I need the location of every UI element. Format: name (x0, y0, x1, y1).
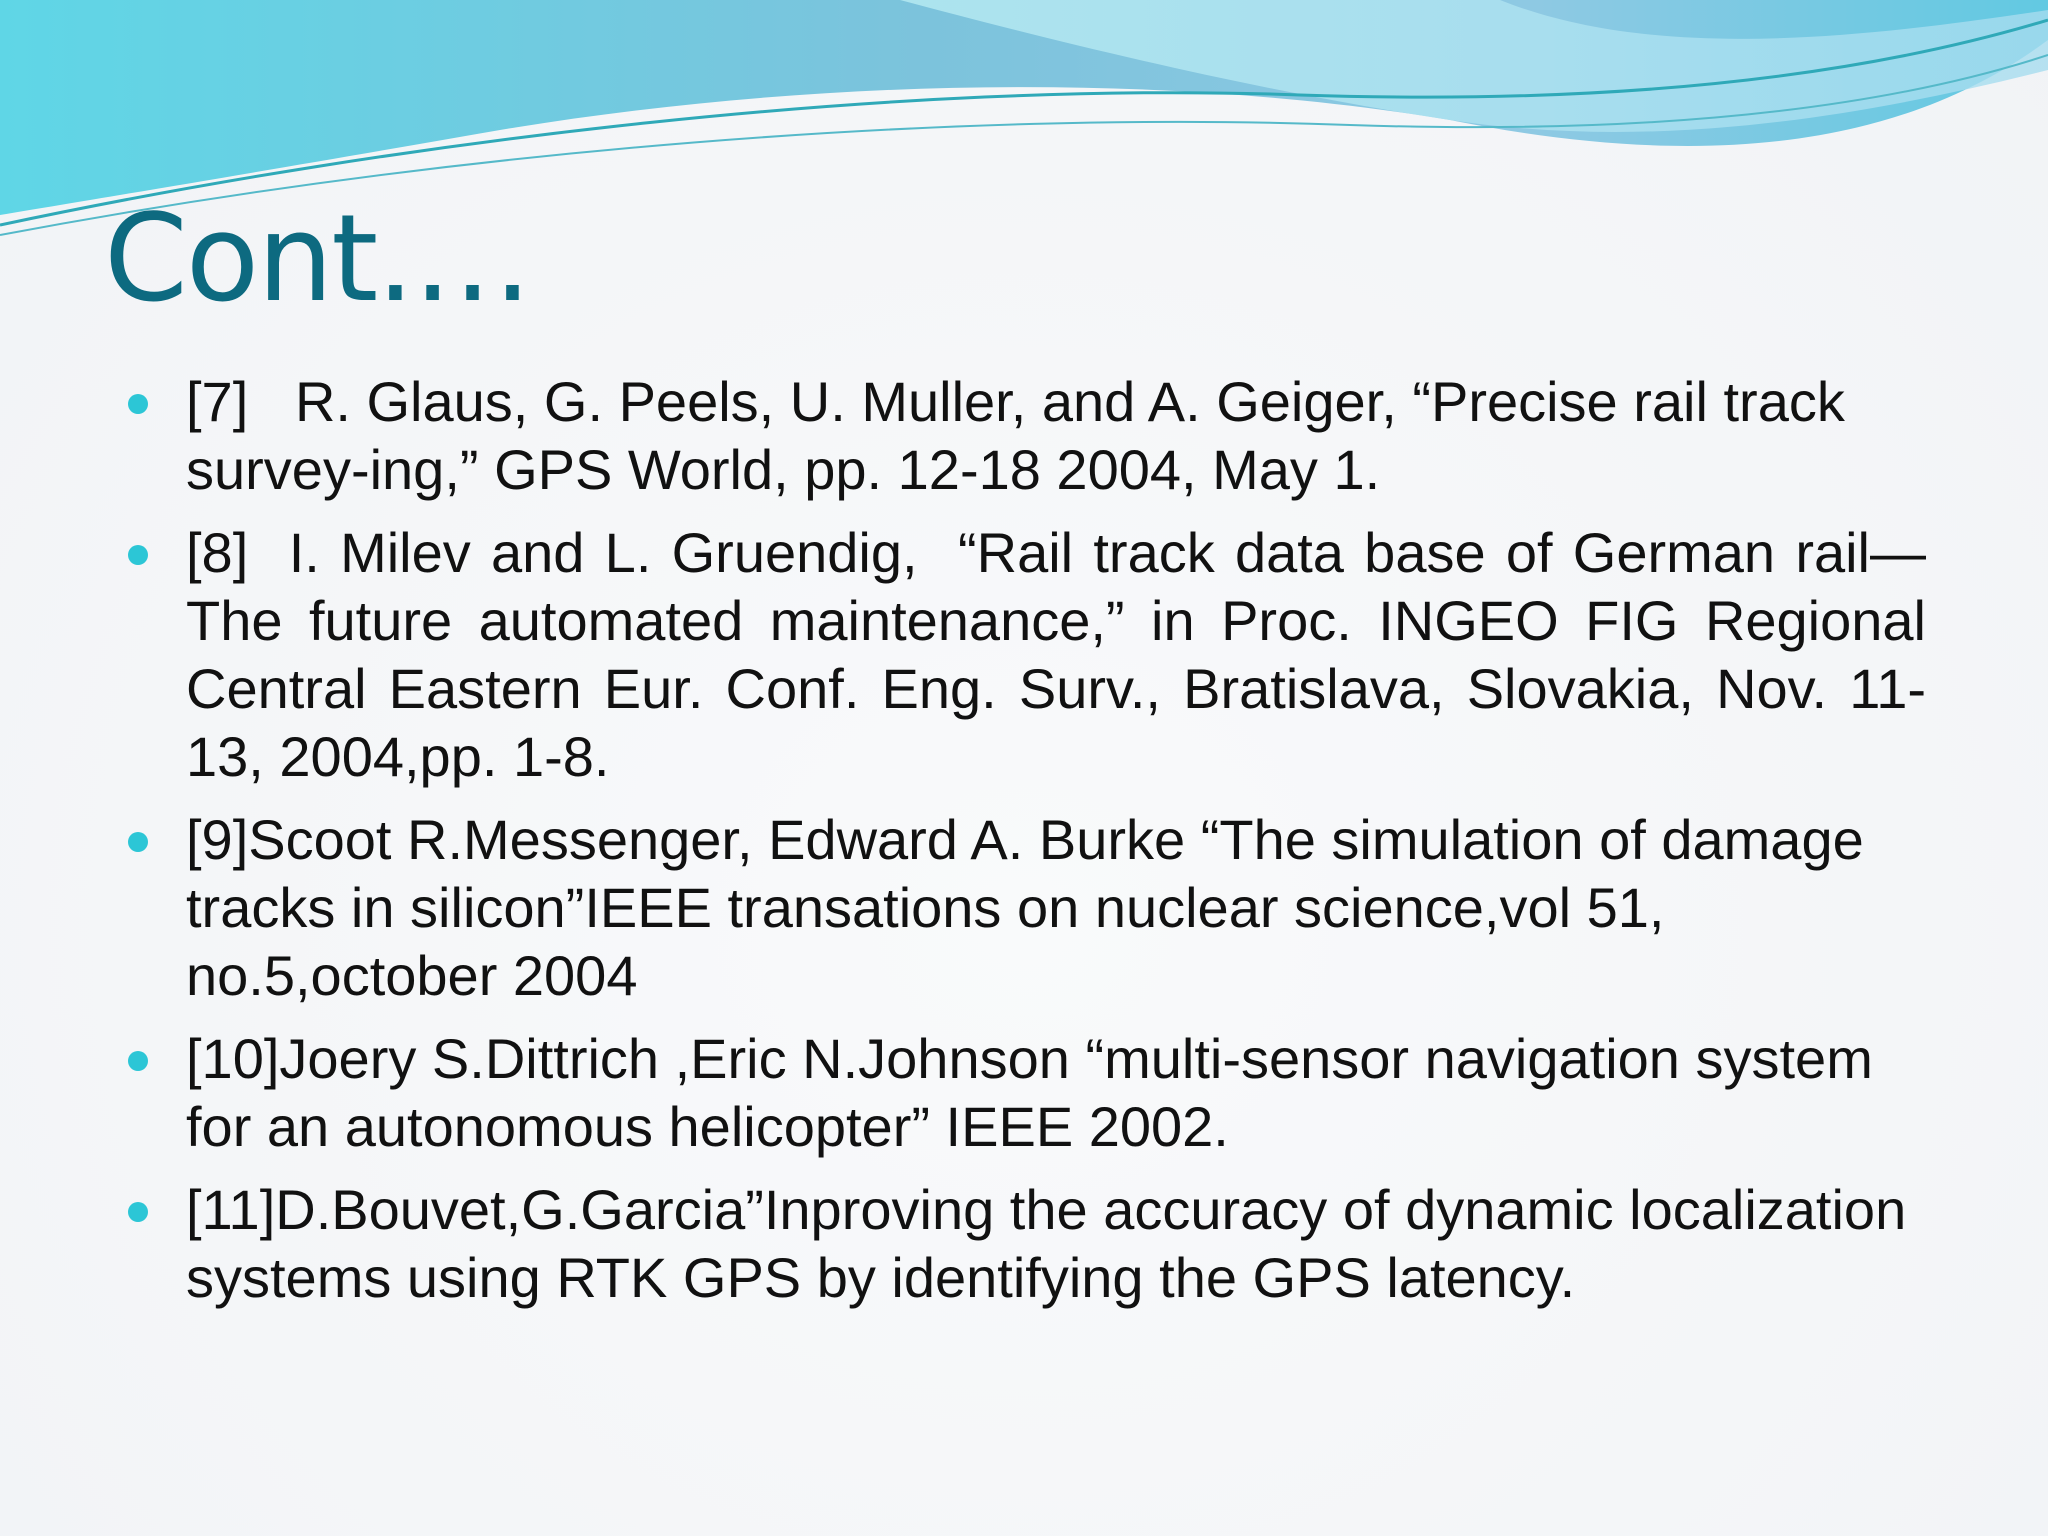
reference-text: [7] R. Glaus, G. Peels, U. Muller, and A. Geiger, “Precise rail track survey-ing,” GPS World, pp. 12-18 2004, May 1. (186, 370, 1845, 501)
round-bullet-icon (128, 832, 148, 852)
round-bullet-icon (128, 394, 148, 414)
reference-item (120, 519, 1926, 791)
reference-text: [11]D.Bouvet,G.Garcia”Inproving the accuracy of dynamic localization systems using RTK GPS by identifying the GPS latency. (186, 1178, 1907, 1309)
round-bullet-icon (128, 545, 148, 565)
reference-item (120, 1025, 1926, 1161)
reference-text: [8] I. Milev and L. Gruendig, “Rail track data base of German rail—The future automated maintenance,” in Proc. INGEO FIG Regional Central Eastern Eur. Conf. Eng. Surv., Bratislava, Slovakia, Nov. 11-13, 2004,pp. 1-8. (186, 521, 1926, 788)
round-bullet-icon (128, 1051, 148, 1071)
reference-item (120, 806, 1926, 1010)
reference-item (120, 1176, 1926, 1312)
reference-text: [10]Joery S.Dittrich ,Eric N.Johnson “multi-sensor navigation system for an autonomous helicopter” IEEE 2002. (186, 1027, 1873, 1158)
reference-text: [9]Scoot R.Messenger, Edward A. Burke “The simulation of damage tracks in silicon”IEEE transations on nuclear science,vol 51, no.5,october 2004 (186, 808, 1864, 1007)
slide-title: Cont.… (104, 190, 531, 329)
round-bullet-icon (128, 1202, 148, 1222)
reference-item (120, 368, 1926, 504)
reference-list (120, 368, 1926, 1327)
